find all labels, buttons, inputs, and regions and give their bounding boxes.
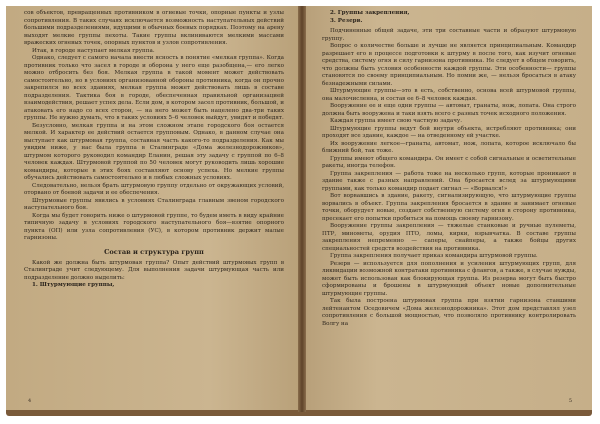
right-page: [306, 6, 592, 410]
left-paragraph: Какой же должна быть штурмовая группа? Опыт действий штурмовых групп в Сталинграде учит следующему. Для выполнения задачи штурмующая часть или подразделение должно выделить:: [24, 259, 284, 281]
right-paragraph: Так была построена штурмовая группа при взятии гарнизона ставшими лейтенантом Оседовичем «Дома железнодорожника». Этот дом представлял узел сопротивления с большой мощностью, что позволяло противнику контролировать Волгу на: [322, 298, 576, 327]
left-paragraph: Следовательно, нельзя брать штурмовую группу отдельно от окружающих условий, оторвано от боевой задачи и ее обеспечения.: [24, 182, 284, 196]
open-book: [6, 6, 592, 416]
left-paragraph: сов объектов, превращенных противником в огневые точки, опорные пункты и узлы сопротивления. В таких случаях исключается возможность наступательных действий большими подразделениями, идущими в обычных боевых порядках. Поэтому на арену выходят мелкие группы пехоты. Такие группы вклиниваются мелкими массами вражеских огневых точек, опорных пунктов и узлов сопротивления.: [24, 10, 284, 46]
right-paragraph: Вооружение ее и еще одни группы — автомат, гранаты, нож, лопата. Она строго должна быть вооружена и таки взять всего с разных точек исходного положения.: [322, 103, 576, 117]
list-item: 1. Штурмующие группы,: [32, 282, 115, 288]
right-paragraph: Группы имеют общего командира. Он имеет с собой сигнальные и осветительные ракеты, иногда телефон.: [322, 155, 576, 169]
list-item: 3. Резерв.: [330, 17, 363, 24]
right-paragraph: Вопрос о количестве больше и лучше не является принципиальным. Командир разрешает его в процессе подготовки к штурму в после того, как изучит огневые средства, систему огня и силу гарнизона противника. Не следует в общем говорить, что должны быть условия особенности каждой группы. Эти особенности— группы становятся по своему принципиальным. Но помни же, — нельзя бросаться в атаку безнадежными силами.: [322, 43, 576, 87]
left-paragraph: Когда мы будет говорить ниже о штурмовой группе, то будем иметь в виду крайние типичную задачу в условиях городского наступательного боя—взятие опорного пункта (ОП) или узла сопротивления (УС), в котором противник держит малые гарнизоны.: [24, 212, 284, 241]
right-paragraph: Группа закрепления получает приказ командира штурмовой группы.: [330, 253, 538, 259]
left-page: [6, 6, 298, 410]
right-paragraph: Резерв — используется для пополнения и усиления штурмующих групп, для ликвидации возможной контратаки противника с флангов, а также, в случае нужды, может быть использован как блокирующая группа. Из резерва могут быть быстро сформированы и брошены в штурмующий объект новые дополнительные штурмующие группы.: [322, 260, 576, 297]
page-number-left: 4: [28, 398, 32, 404]
list-item: 2. Группы закрепления,: [330, 10, 410, 16]
right-paragraph: Вооружение группы закрепления — тяжелые станковые и ручные пулеметы, ПТР, минометы, орудия ПТО, ломы, кирки, взрывчатка. В составе группы закрепления непременно — саперы, снайперы, а также бойцы других специальностей средств воздействия на противника.: [322, 223, 576, 252]
right-paragraph: Их вооружение легкое—гранаты, автомат, нож, лопата, которое исключало бы ближний бой, так тоже.: [322, 140, 576, 154]
section-title: Состав и структура групп: [104, 247, 204, 256]
right-paragraph: Группа закрепления — работа тоже на несколько групп, которые проникают в здание также с разных направлений. Она бросается вслед за штурмующими группами, как только командир подает сигнал — «Ворвался!»: [322, 170, 576, 192]
right-paragraph: Штурмующие группы ведут бой внутри объекта, истребляют противника; они проходят все здание, каждое — на отведенному ей участке.: [322, 125, 576, 139]
left-paragraph: Однако, следует с самого начала внести ясность в понятие «мелкая группа». Когда противник только что засел в городе и оборона у него еще разобщена,— его легко можно отбросить без боя. Мелкая группа в такой момент может действовать самостоятельно, но в условиях организованной обороны противника, когда он прочно закрепился во всех зданиях, мелкая группа может действовать лишь в составе подразделения. Тактика боя в городе, обеспеченная правильной организацией взаимодействия, решает успех дела. Если дом, в котором засел противник, большой, и атаковать его надо со всех сторон, — на него может быть нацелено два-три таких группы. Не нужно думать, что в таких условиях 5–6 человек выйдут, увидят и победят.: [24, 55, 284, 121]
left-paragraph: Итак, в городе наступает мелкая группа.: [32, 47, 155, 54]
right-page-text: [322, 10, 576, 328]
right-paragraph: Вот ворвавшись в здание, ракету, сигнализирующую, что штурмующие группы ворвались в объект. Группа закрепления бросается в здание и занимает огневые точки, оборудует новые, создает собственную систему огня в сторону противника, пресекает его попытки пробиться на помощь своему гарнизону.: [322, 193, 576, 222]
left-paragraph: Безусловно, мелкая группа и на этом сложном этапе городского боя остается мелкой. И характер ее действий остается групповым. Однако, в данном случае она выступает как штурмовая группа, составная часть какого-то подразделения. Как мы увидим ниже, у нас была группа в Сталинграде «Дома железнодорожников», штурмом которого руководил командир Еланин, решая эту задачу с группой по 6–8 человек каждая. Штурмовой группой по 50 человек могут руководить лишь хорошие командиры, которые в этих боях составляют основу успеха. Но мелкие группы обучались действовать самостоятельно и в любых сложных условиях.: [24, 122, 284, 181]
right-paragraph: Штурмующие группы—это в есть, собственно, основа всей штурмовой группы, она малочисленна, и состав ее 6–8 человек каждая.: [322, 88, 576, 102]
right-paragraph: Каждая группа имеет свою частную задачу.: [330, 118, 462, 124]
left-paragraph: Штурмовые группы явились в условиях Сталинграда главным звеном городского наступательного боя.: [24, 197, 284, 211]
right-paragraph: Подчиненные общей задаче, эти три составные части и образуют штурмовую группу.: [322, 28, 576, 42]
page-number-right: 5: [568, 398, 572, 404]
book-spine: [298, 6, 306, 412]
left-page-text: [24, 10, 284, 290]
